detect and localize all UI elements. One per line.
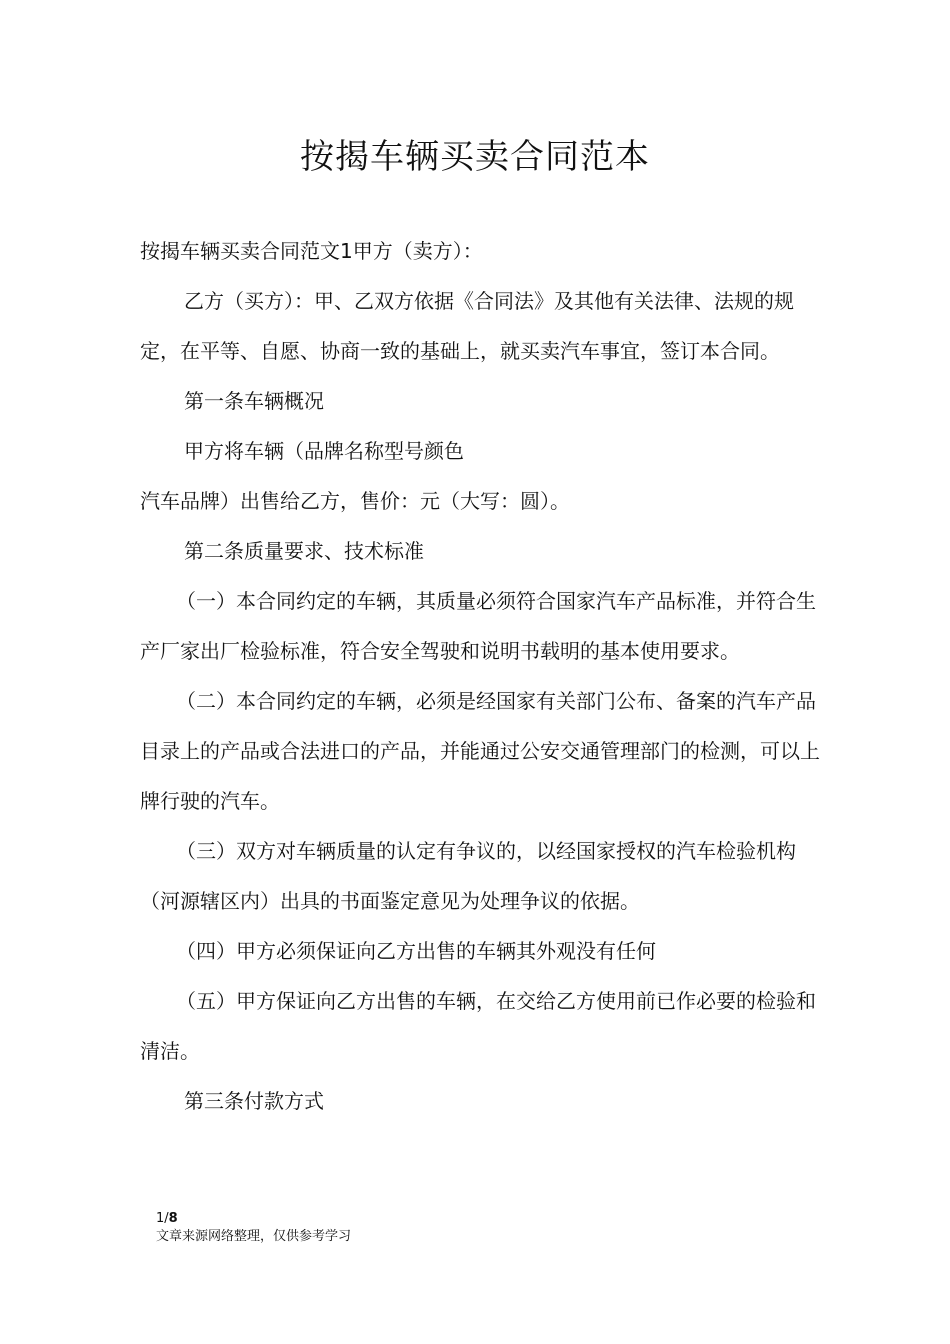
clause-2-5: （五）甲方保证向乙方出售的车辆，在交给乙方使用前已作必要的检验和清洁。 [140,989,816,1063]
article-3-heading: 第三条付款方式 [184,1089,324,1113]
clause-2-1: （一）本合同约定的车辆，其质量必须符合国家汽车产品标准，并符合生产厂家出厂检验标准，符合安全驾驶和说明书载明的基本使用要求。 [140,589,816,663]
paragraph-vehicle: 甲方将车辆（品牌名称型号颜色 [184,439,464,463]
page-footer [156,1210,351,1246]
page-number: 1/8 [156,1211,178,1226]
paragraph-party-b: 乙方（买方）：甲、乙双方依据《合同法》及其他有关法律、法规的规定，在平等、自愿、协商一致的基础上，就买卖汽车事宜，签订本合同。 [140,289,794,363]
document-body [140,226,820,1126]
footer-note: 文章来源网络整理，仅供参考学习 [156,1229,352,1244]
clause-2-2: （二）本合同约定的车辆，必须是经国家有关部门公布、备案的汽车产品目录上的产品或合法进口的产品，并能通过公安交通管理部门的检测，可以上牌行驶的汽车。 [140,689,820,813]
clause-2-4: （四）甲方必须保证向乙方出售的车辆其外观没有任何 [176,939,656,963]
clause-2-3: （三）双方对车辆质量的认定有争议的，以经国家授权的汽车检验机构（河源辖区内）出具的书面鉴定意见为处理争议的依据。 [140,839,796,913]
document-title: 按揭车辆买卖合同范本 [300,137,650,177]
paragraph-intro: 按揭车辆买卖合同范文1甲方（卖方）： [140,239,483,263]
paragraph-price: 汽车品牌）出售给乙方，售价：元（大写：圆）。 [140,489,570,513]
article-1-heading: 第一条车辆概况 [184,389,324,413]
article-2-heading: 第二条质量要求、技术标准 [184,539,424,563]
